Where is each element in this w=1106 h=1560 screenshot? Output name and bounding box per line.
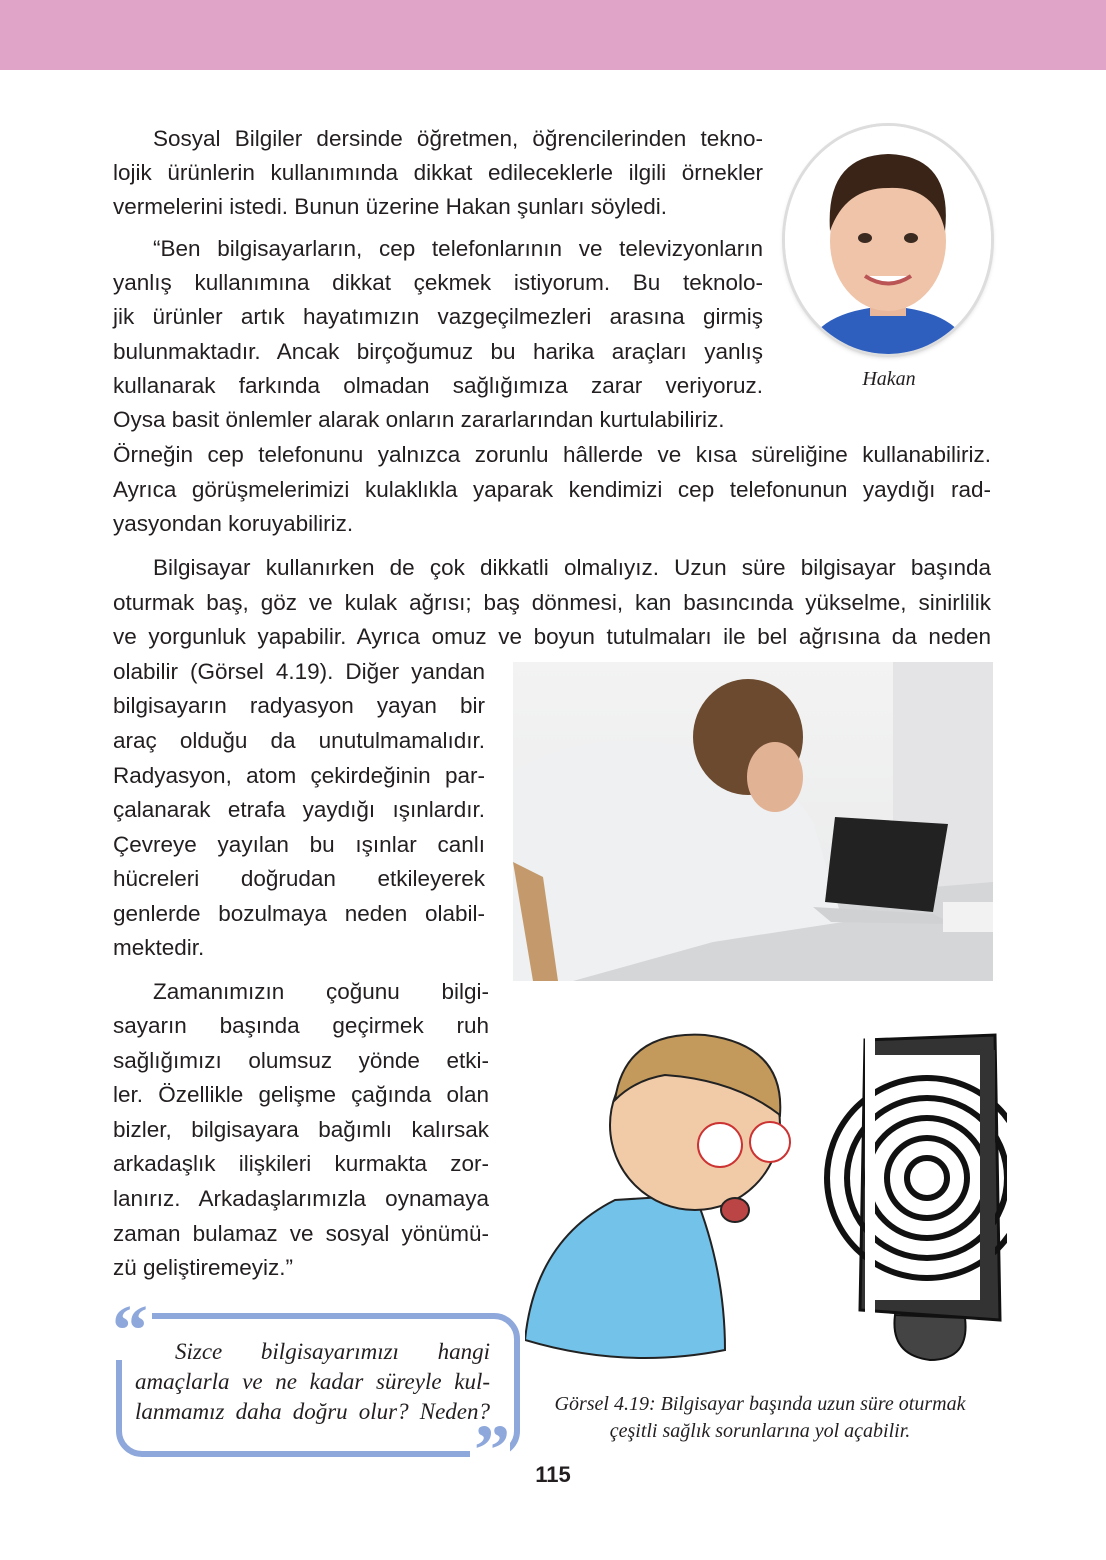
- text-line: lojik ürünlerin kullanımında dikkat edileceklerle ilgili örnekler: [113, 160, 763, 185]
- text-line: yanlış kullanımına dikkat çekmek istiyorum. Bu teknolo-: [113, 270, 763, 295]
- text-line: bulunmaktadır. Ancak birçoğumuz bu harika araçları yanlış: [113, 339, 763, 364]
- question-line: Sizce bilgisayarımızı hangi: [175, 1339, 490, 1364]
- text-line: Bilgisayar kullanırken de çok dikkatli olmalıyız. Uzun süre bilgisayar başında: [153, 555, 991, 580]
- text-line: bilgisayarın radyasyon yayan bir: [113, 693, 485, 718]
- question-line: amaçlarla ve ne kadar süreyle kul-: [135, 1369, 490, 1394]
- text-line: sayarın başında geçirmek ruh: [113, 1013, 489, 1038]
- text-line: zaman bulamaz ve sosyal yönümü-: [113, 1221, 489, 1246]
- text-line: hücreleri doğrudan etkileyerek: [113, 866, 485, 891]
- text-line: “Ben bilgisayarların, cep telefonlarının ve televizyonların: [153, 236, 763, 261]
- text-line: vermelerini istedi. Bunun üzerine Hakan şunları söyledi.: [113, 194, 668, 219]
- close-quote-icon: ”: [470, 1420, 510, 1480]
- text-line: zü geliştiremeyiz.”: [113, 1255, 294, 1280]
- text-line: mektedir.: [113, 935, 205, 960]
- page-number: 115: [535, 1462, 571, 1487]
- text-line: yasyondan koruyabiliriz.: [113, 511, 354, 536]
- text-line: jik ürünler artık hayatımızın vazgeçilmezleri arasına girmiş: [113, 304, 763, 329]
- text-line: Zamanımızın çoğunu bilgi-: [153, 979, 489, 1004]
- man-at-laptop-photo: [513, 662, 993, 981]
- text-line: Çevreye yayılan bu ışınlar canlı: [113, 832, 485, 857]
- text-line: araç olduğu da unutulmamalıdır.: [113, 728, 485, 753]
- text-line: ler. Özellikle gelişme çağında olan: [113, 1082, 489, 1107]
- text-line: Radyasyon, atom çekirdeğinin par-: [113, 763, 485, 788]
- text-line: Oysa basit önlemler alarak onların zararlarından kurtulabiliriz.: [113, 407, 725, 432]
- text-line: çalanarak etrafa yaydığı ışınlardır.: [113, 797, 485, 822]
- text-line: ve yorgunluk yapabilir. Ayrıca omuz ve boyun tutulmaları ile bel ağrısına da neden: [113, 624, 991, 649]
- text-line: genlerde bozulmaya neden olabil-: [113, 901, 485, 926]
- text-line: sağlığımızı olumsuz yönde etki-: [113, 1048, 489, 1073]
- text-line: Sosyal Bilgiler dersinde öğretmen, öğrencilerinden tekno-: [153, 126, 763, 151]
- open-quote-icon: “: [112, 1300, 152, 1360]
- boy-staring-at-monitor-illustration: [525, 1020, 1007, 1370]
- text-line: Örneğin cep telefonunu yalnızca zorunlu hâllerde ve kısa süreliğine kullanabiliriz.: [113, 442, 991, 467]
- figure-caption-line: Görsel 4.19: Bilgisayar başında uzun süre oturmak: [554, 1393, 966, 1415]
- text-line: arkadaşlık ilişkileri kurmakta zor-: [113, 1151, 489, 1176]
- text-line: lanırız. Arkadaşlarımızla oynamaya: [113, 1186, 489, 1211]
- text-line: bizler, bilgisayara bağımlı kalırsak: [113, 1117, 489, 1142]
- text-line: oturmak baş, göz ve kulak ağrısı; baş dönmesi, kan basıncında yükselme, sinirlilik: [113, 590, 991, 615]
- header-band: [0, 0, 1106, 70]
- text-line: kullanarak farkında olmadan sağlığımıza zarar veriyoruz.: [113, 373, 763, 398]
- text-line: olabilir (Görsel 4.19). Diğer yandan: [113, 659, 485, 684]
- hakan-caption: Hakan: [862, 368, 916, 390]
- hakan-photo: [785, 126, 991, 354]
- question-line: lanmamız daha doğru olur? Neden?: [135, 1399, 490, 1424]
- text-line: Ayrıca görüşmelerimizi kulaklıkla yaparak kendimizi cep telefonunun yaydığı rad-: [113, 477, 991, 502]
- figure-caption-line: çeşitli sağlık sorunlarına yol açabilir.: [609, 1420, 911, 1442]
